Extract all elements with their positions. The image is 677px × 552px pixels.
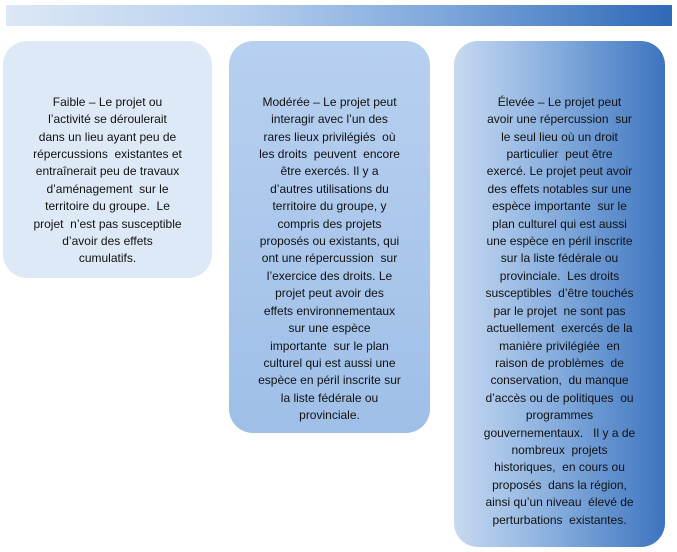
impact-level-high-box (454, 41, 665, 547)
impact-level-high-text: Élevée – Le projet peut avoir une répercussion sur le seul lieu où un droit particulier peut être exercé. Le projet peut avoir des effets notables sur une espèce importante sur le plan culturel qui est aussi une espèce en péril inscrite sur la liste fédérale ou provinciale. Les droits susceptibles d’être touchés par le projet ne sont pas actuellement exercés de la manière privilégiée en raison de problèmes de conservation, du manque d’accès ou de politiques ou programmes gouvernementaux. Il y a de nombreux projets historiques, en cours ou proposés dans la région, ainsi qu’un niveau élevé de perturbations existantes. (483, 94, 636, 527)
severity-gradient-bar (6, 5, 672, 26)
impact-level-low-box (3, 41, 212, 278)
impact-level-moderate-text: Modérée – Le projet peut interagir avec l’un des rares lieux privilégiés où les droits peuvent encore être exercés. Il y a d’autres utilisations du territoire du groupe, y compris des projets proposés ou existants, qui ont une répercussion sur l’exercice des droits. Le projet peut avoir des effets environnementaux sur une espèce importante sur le plan culturel qui est aussi une espèce en péril inscrite sur la liste fédérale ou provinciale. (258, 94, 401, 423)
impact-level-low-text: Faible – Le projet ou l’activité se déroulerait dans un lieu ayant peu de répercussions existantes et entraînerait peu de travaux d’aménagement sur le territoire du groupe. Le projet n’est pas susceptible d’avoir des effets cumulatifs. (33, 94, 182, 266)
impact-level-moderate-box (229, 41, 430, 433)
